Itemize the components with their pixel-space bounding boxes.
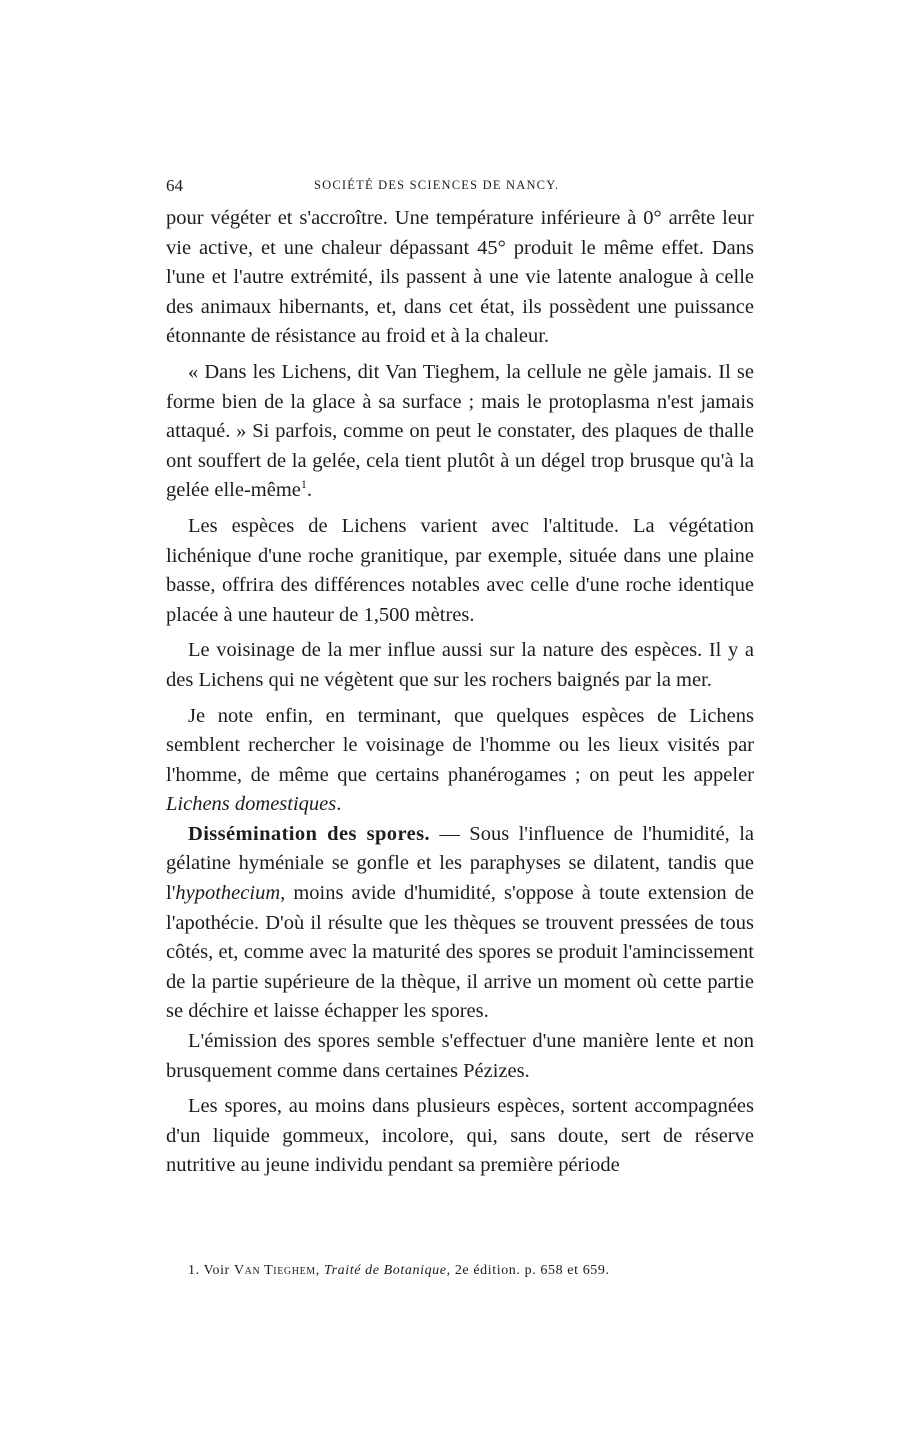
paragraph xyxy=(166,1092,754,1181)
italic-term: Lichens domestiques xyxy=(166,793,337,816)
section-heading: Dissémination des spores. xyxy=(188,822,430,845)
body-text xyxy=(166,204,754,1181)
section-text-a: — Sous l'influence de l'humidité, la gélatine hyméniale se gonfle et les paraphyses se dilatent, tandis que l' xyxy=(166,822,754,905)
paragraph xyxy=(166,702,754,820)
paragraph-text: pour végéter et s'accroître. Une température inférieure à 0° arrête leur vie active, et une chaleur dépassant 45° produit le même effet. Dans l'une et l'autre extrémité, ils passent à une vie latente analogue à celle des animaux hibernants, et, dans cet état, ils possèdent une puissance étonnante de résistance au froid et à la chaleur. xyxy=(166,207,754,348)
paragraph: « Dans les Lichens, dit Van Tieghem, la cellule ne gèle jamais. Il se forme bien de la glace à sa surface ; mais le protoplasma n'est jamais attaqué. » Si parfois, comme on peut le constater, des plaques de thalle ont souffert de la gelée, cela tient plutôt à un dégel trop brusque qu'à la gelée elle-même$^1$. xyxy=(166,360,754,502)
footnote-author: Van Tieghem, xyxy=(233,1263,320,1278)
running-title: SOCIÉTÉ DES SCIENCES DE NANCY. xyxy=(314,178,560,192)
paragraph xyxy=(166,636,754,695)
paragraph-text: Je note enfin, en terminant, que quelques espèces de Lichens semblent rechercher le voisinage de l'homme ou les lieux visités par l'homme, de même que certains phanérogames ; on peut les appeler xyxy=(166,704,754,786)
paragraph-text: « Dans les Lichens, dit Van Tieghem, la cellule ne gèle jamais. Il se forme bien de la glace à sa surface ; mais le protoplasma n'est jamais attaqué. » Si parfois, comme on peut le constater, des plaques de thalle ont souffert de la gelée, cela tient plutôt à un dégel trop brusque qu'à la gelée elle-même xyxy=(166,360,754,502)
italic-term: hypothecium, xyxy=(175,882,286,905)
paragraph xyxy=(166,204,754,352)
italic-period: . xyxy=(336,793,342,816)
footnote-marker[interactable]: 1 xyxy=(300,477,307,492)
paragraph-text: L'émission des spores semble s'effectuer d'une manière lente et non brusquement comme dans certaines Pézizes. xyxy=(166,1030,754,1082)
section-paragraph xyxy=(166,820,754,1027)
running-head xyxy=(166,172,754,200)
book-page xyxy=(166,172,754,1181)
paragraph-text: Le voisinage de la mer influe aussi sur la nature des espèces. Il y a des Lichens qui ne végètent que sur les rochers baignés par la mer. xyxy=(166,639,754,691)
paragraph xyxy=(166,512,754,630)
footnote-rest: 2e édition. p. 658 et 659. xyxy=(454,1263,610,1278)
footnote-title: Traité de Botanique, xyxy=(323,1263,451,1278)
section-text-b: moins avide d'humidité, s'oppose à toute extension de l'apothécie. D'où il résulte que les thèques se trouvent pressées de tous côtés, et, comme avec la maturité des spores se produit l'amincissement de la partie supérieure de la thèque, il arrive un moment où cette partie se déchire et laisse échapper les spores. xyxy=(166,882,754,1023)
footnote-pre: Voir xyxy=(203,1263,230,1278)
page-number: 64 xyxy=(166,176,183,195)
paragraph-text: Les spores, au moins dans plusieurs espèces, sortent accompagnées d'un liquide gommeux, incolore, qui, sans doute, sert de réserve nutritive au jeune individu pendant sa première période xyxy=(166,1095,754,1177)
footnote xyxy=(188,1263,610,1279)
paragraph-text: Les espèces de Lichens varient avec l'altitude. La végétation lichénique d'une roche granitique, par exemple, située dans une plaine basse, offrira des différences notables avec celle d'une roche identique placée à une hauteur de 1,500 mètres. xyxy=(166,514,754,626)
paragraph xyxy=(166,1027,754,1086)
footnote-number: 1. xyxy=(188,1263,200,1278)
